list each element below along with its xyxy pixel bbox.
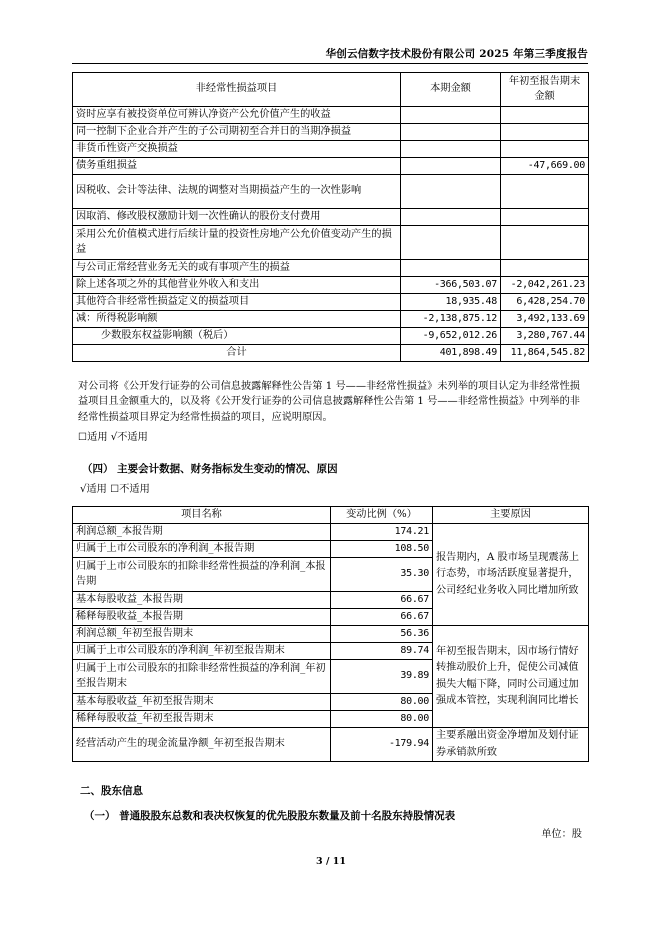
total-row xyxy=(73,345,589,362)
item-cell: 稀释每股收益_年初至报告期末 xyxy=(73,711,331,728)
table-row xyxy=(73,277,589,294)
current-cell: -9,652,012.26 xyxy=(401,328,501,345)
table-row xyxy=(73,209,589,226)
item-cell: 债务重组损益 xyxy=(73,158,401,175)
ytd-cell: 3,492,133.69 xyxy=(501,311,589,328)
item-cell: 同一控制下企业合并产生的子公司期初至合并日的当期净损益 xyxy=(73,124,401,141)
ytd-cell xyxy=(501,175,589,209)
non-recurring-table xyxy=(72,72,589,362)
item-cell: 其他符合非经常性损益定义的损益项目 xyxy=(73,294,401,311)
item-cell: 因取消、修改股权激励计划一次性确认的股份支付费用 xyxy=(73,209,401,226)
item-cell: 归属于上市公司股东的扣除非经常性损益的净利润_本报告期 xyxy=(73,558,331,592)
ytd-cell: -2,042,261.23 xyxy=(501,277,589,294)
ytd-cell: -47,669.00 xyxy=(501,158,589,175)
item-cell: 经营活动产生的现金流量净额_年初至报告期末 xyxy=(73,728,331,762)
note-paragraph: 对公司将《公开发行证券的公司信息披露解释性公告第 1 号——非经常性损益》未列举的项目认定为非经常性损益项目且金额重大的，以及将《公开发行证券的公司信息披露解释性公告第 1 号——非经常性损益》中列举的非经常性损益项目界定为经常性损益的项目，应说明原因。 xyxy=(78,381,580,423)
column-header: 年初至报告期末金额 xyxy=(501,73,589,107)
item-cell: 利润总额_年初至报告期末 xyxy=(73,626,331,643)
item-cell: 除上述各项之外的其他营业外收入和支出 xyxy=(73,277,401,294)
ratio-cell: 35.30 xyxy=(331,558,433,592)
item-cell: 归属于上市公司股东的净利润_年初至报告期末 xyxy=(73,643,331,660)
ratio-cell: 66.67 xyxy=(331,609,433,626)
item-cell: 与公司正常经营业务无关的或有事项产生的损益 xyxy=(73,260,401,277)
table-row xyxy=(73,626,589,643)
current-cell: -366,503.07 xyxy=(401,277,501,294)
ytd-cell: 6,428,254.70 xyxy=(501,294,589,311)
item-cell: 基本每股收益_年初至报告期末 xyxy=(73,694,331,711)
table-row xyxy=(73,226,589,260)
column-header: 非经常性损益项目 xyxy=(73,73,401,107)
section4-options: √适用 ☐不适用 xyxy=(80,484,150,495)
table-row xyxy=(73,124,589,141)
ytd-cell xyxy=(501,124,589,141)
note-options: ☐适用 √不适用 xyxy=(78,432,148,443)
table-row xyxy=(73,175,589,209)
ytd-cell xyxy=(501,141,589,158)
header-rule xyxy=(72,63,588,64)
current-cell: -2,138,875.12 xyxy=(401,311,501,328)
column-header: 主要原因 xyxy=(433,507,589,524)
item-cell: 因税收、会计等法律、法规的调整对当期损益产生的一次性影响 xyxy=(73,175,401,209)
section2-title: 二、股东信息 xyxy=(80,785,143,797)
current-cell xyxy=(401,226,501,260)
current-cell xyxy=(401,124,501,141)
table-row xyxy=(73,260,589,277)
ratio-cell: 80.00 xyxy=(331,711,433,728)
ytd-cell xyxy=(501,107,589,124)
item-cell: 资时应享有被投资单位可辨认净资产公允价值产生的收益 xyxy=(73,107,401,124)
report-header: 华创云信数字技术股份有限公司 2025 年第三季度报告 xyxy=(325,48,588,60)
item-cell: 采用公允价值模式进行后续计量的投资性房地产公允价值变动产生的损益 xyxy=(73,226,401,260)
item-cell: 归属于上市公司股东的扣除非经常性损益的净利润_年初至报告期末 xyxy=(73,660,331,694)
table-row xyxy=(73,524,589,541)
ratio-cell: 56.36 xyxy=(331,626,433,643)
unit-label: 单位：股 xyxy=(541,829,582,840)
table-row xyxy=(73,328,589,345)
current-cell xyxy=(401,175,501,209)
item-cell: 稀释每股收益_本报告期 xyxy=(73,609,331,626)
table-row xyxy=(73,141,589,158)
reason-cell: 主要系融出资金净增加及划付证券承销款所致 xyxy=(433,728,589,762)
current-cell: 18,935.48 xyxy=(401,294,501,311)
current-cell xyxy=(401,260,501,277)
ytd-cell xyxy=(501,260,589,277)
ytd-cell: 11,864,545.82 xyxy=(501,345,589,362)
reason-cell: 年初至报告期末，因市场行情好转推动股价上升，促使公司减值损失大幅下降，同时公司通过加强成本管控，实现利润同比增长 xyxy=(433,626,589,728)
page-number: 3 / 11 xyxy=(316,856,346,867)
table-row xyxy=(73,311,589,328)
ytd-cell xyxy=(501,226,589,260)
item-cell: 基本每股收益_本报告期 xyxy=(73,592,331,609)
current-cell: 401,898.49 xyxy=(401,345,501,362)
current-cell xyxy=(401,141,501,158)
current-cell xyxy=(401,209,501,226)
current-cell xyxy=(401,107,501,124)
ytd-cell xyxy=(501,209,589,226)
ratio-cell: 174.21 xyxy=(331,524,433,541)
table-row xyxy=(73,728,589,762)
change-reasons-table xyxy=(72,506,589,762)
item-cell: 合计 xyxy=(73,345,401,362)
item-cell: 归属于上市公司股东的净利润_本报告期 xyxy=(73,541,331,558)
item-cell: 减：所得税影响额 xyxy=(73,311,401,328)
column-header: 变动比例（%） xyxy=(331,507,433,524)
item-cell: 非货币性资产交换损益 xyxy=(73,141,401,158)
item-cell: 少数股东权益影响额（税后） xyxy=(73,328,401,345)
column-header: 项目名称 xyxy=(73,507,331,524)
ratio-cell: 89.74 xyxy=(331,643,433,660)
current-cell xyxy=(401,158,501,175)
table-row xyxy=(73,158,589,175)
ratio-cell: 80.00 xyxy=(331,694,433,711)
table-row xyxy=(73,294,589,311)
reason-cell: 报告期内，A 股市场呈现震荡上行态势，市场活跃度显著提升，公司经纪业务收入同比增加所致 xyxy=(433,524,589,626)
table-header-row xyxy=(73,507,589,524)
ratio-cell: 39.89 xyxy=(331,660,433,694)
item-cell: 利润总额_本报告期 xyxy=(73,524,331,541)
column-header: 本期金额 xyxy=(401,73,501,107)
ratio-cell: -179.94 xyxy=(331,728,433,762)
ratio-cell: 108.50 xyxy=(331,541,433,558)
section4-title: （四） 主要会计数据、财务指标发生变动的情况、原因 xyxy=(82,463,338,475)
ytd-cell: 3,280,767.44 xyxy=(501,328,589,345)
ratio-cell: 66.67 xyxy=(331,592,433,609)
section2-subtitle: （一） 普通股股东总数和表决权恢复的优先股股东数量及前十名股东持股情况表 xyxy=(84,810,456,822)
table-header-row xyxy=(73,73,589,107)
table-row xyxy=(73,107,589,124)
